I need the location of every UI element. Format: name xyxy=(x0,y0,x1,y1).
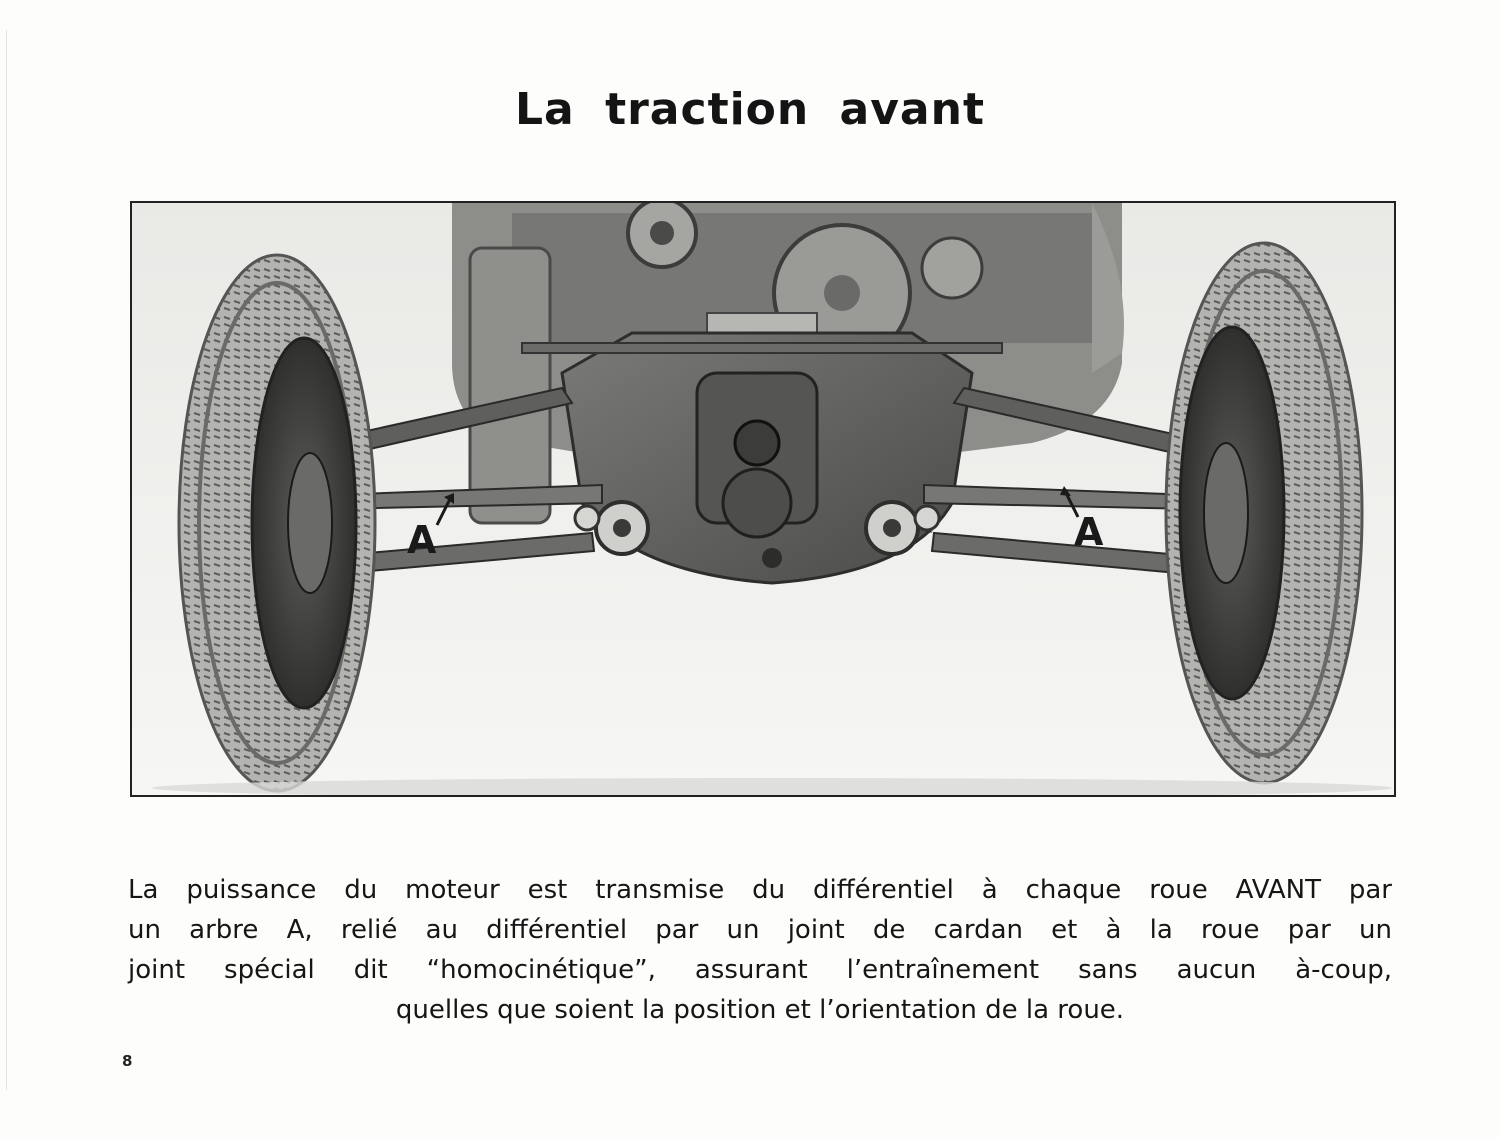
left-wheel xyxy=(179,255,375,791)
front-axle-photo xyxy=(130,201,1396,797)
exhaust-cylinder xyxy=(470,248,550,523)
caption-paragraph xyxy=(128,870,1392,1030)
page-edge xyxy=(6,30,7,1090)
tie-rod xyxy=(522,343,1002,353)
svg-text:A: A xyxy=(1074,510,1104,554)
front-axle-illustration xyxy=(132,203,1394,795)
page-title: La traction avant xyxy=(515,84,985,135)
caption-line: un arbre A, relié au différentiel par un joint de cardan et à la roue par un xyxy=(128,915,1392,945)
differential-housing xyxy=(562,333,972,583)
page-number: 8 xyxy=(122,1052,133,1070)
caption-line: quelles que soient la position et l’orientation de la roue. xyxy=(395,995,1125,1025)
svg-text:A: A xyxy=(407,518,437,562)
caption-line: La puissance du moteur est transmise du différentiel à chaque roue AVANT par xyxy=(128,875,1392,905)
generator xyxy=(922,238,982,298)
caption-line: joint spécial dit “homocinétique”, assurant l’entraînement sans aucun à-coup, xyxy=(128,955,1392,985)
right-wheel xyxy=(1166,243,1362,783)
